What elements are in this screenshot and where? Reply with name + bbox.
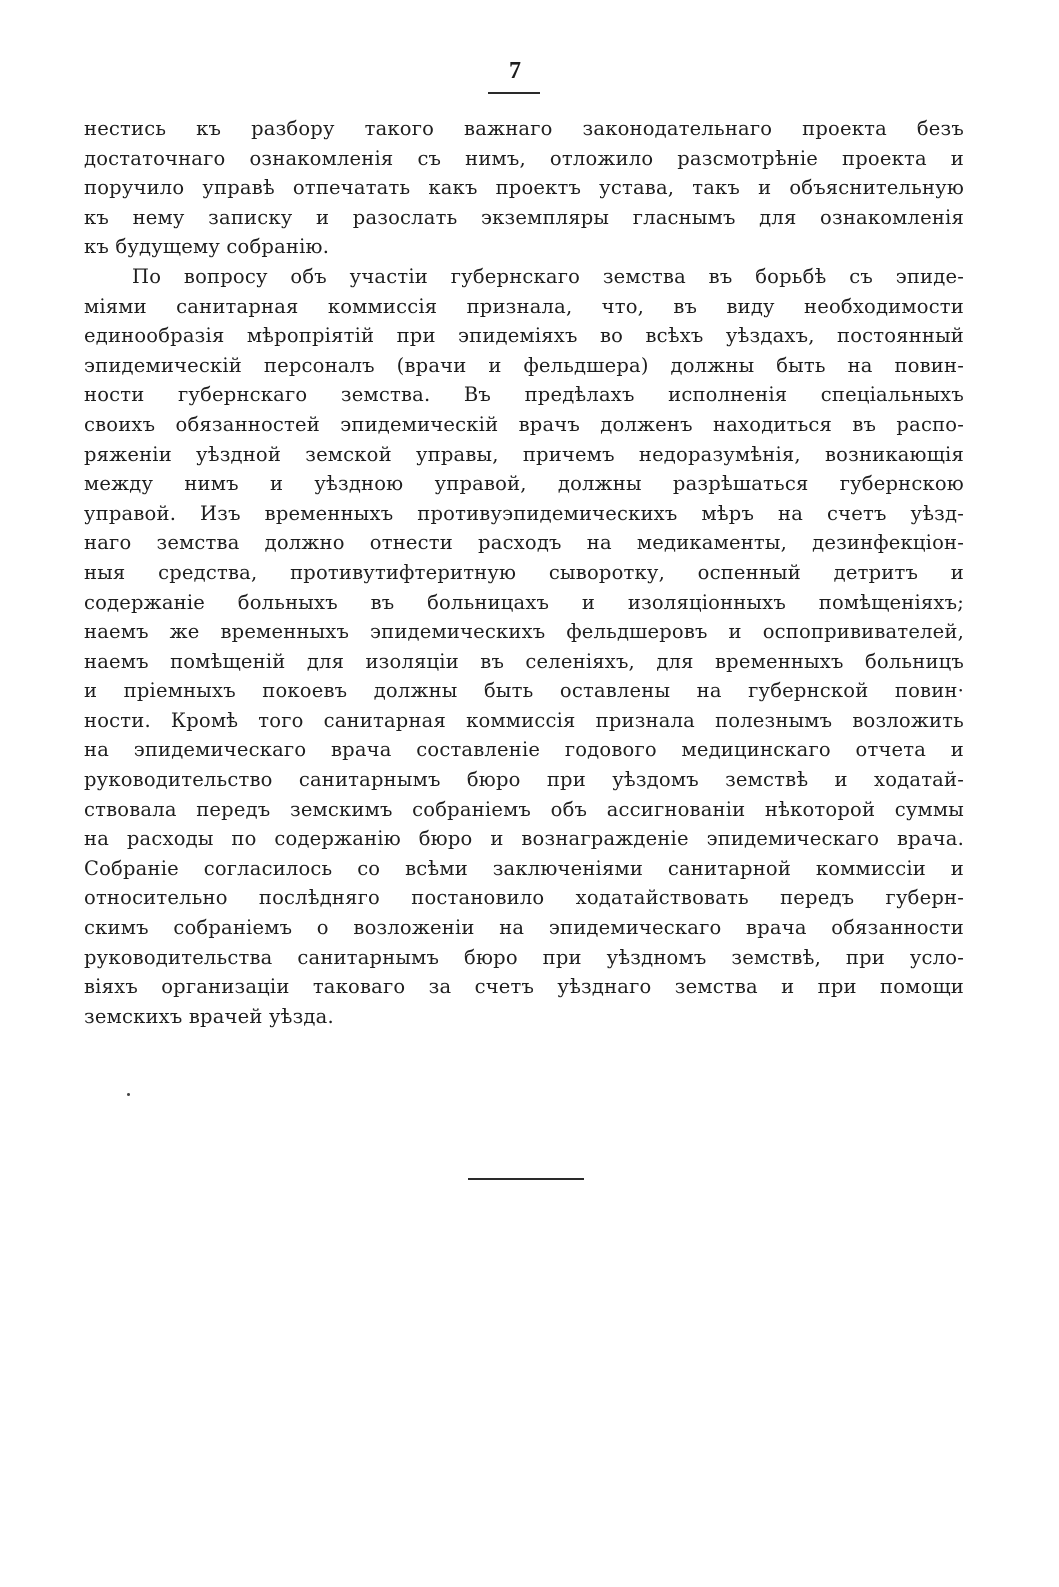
text-line: эпидемическій персоналъ (врачи и фельдшера) должны быть на повин- <box>84 353 964 377</box>
text-line: руководительства санитарнымъ бюро при уѣздномъ земствѣ, при усло- <box>84 945 964 969</box>
text-line: содержаніе больныхъ въ больницахъ и изоляціонныхъ помѣщеніяхъ; <box>84 590 964 614</box>
text-line: наемъ помѣщеній для изоляціи въ селеніяхъ, для временныхъ больницъ <box>84 649 964 673</box>
text-line: ности. Кромѣ того санитарная коммиссія признала полезнымъ возложить <box>84 708 964 732</box>
text-line: ныя средства, противутифтеритную сыворотку, оспенный детритъ и <box>84 560 964 584</box>
text-line: міями санитарная коммиссія признала, что, въ виду необходимости <box>84 294 964 318</box>
stray-ink-mark <box>127 1093 130 1096</box>
text-line: единообразія мѣропріятій при эпидеміяхъ во всѣхъ уѣздахъ, постоянный <box>84 324 964 348</box>
text-line: По вопросу объ участіи губернскаго земства въ борьбѣ съ эпиде- <box>132 264 964 288</box>
text-line: ствовала передъ земскимъ собраніемъ объ ассигнованіи нѣкоторой суммы <box>84 797 964 821</box>
text-line: относительно послѣдняго постановило ходатайствовать передъ губерн- <box>84 886 964 910</box>
body-text <box>84 114 964 1031</box>
text-line: нестись къ разбору такого важнаго законодательнаго проекта безъ <box>84 117 964 140</box>
end-rule <box>468 1178 584 1180</box>
text-line: наго земства должно отнести расходъ на медикаменты, дезинфекціон- <box>84 531 964 555</box>
text-line: віяхъ организаціи таковаго за счетъ уѣзднаго земства и при помощи <box>84 975 964 999</box>
text-line: Собраніе согласилось со всѣми заключеніями санитарной коммиссіи и <box>84 856 964 880</box>
text-line: скимъ собраніемъ о возложеніи на эпидемическаго врача обязанности <box>84 916 964 940</box>
page-number-rule <box>488 92 540 94</box>
text-line: ности губернскаго земства. Въ предѣлахъ исполненія спеціальныхъ <box>84 383 964 407</box>
text-line: на расходы по содержанію бюро и вознагражденіе эпидемическаго врача. <box>84 827 964 851</box>
text-line: между нимъ и уѣздною управой, должны разрѣшаться губернскою <box>84 472 964 496</box>
text-line: къ нему записку и разослать экземпляры гласнымъ для ознакомленія <box>84 205 964 229</box>
text-line: управой. Изъ временныхъ противуэпидемическихъ мѣръ на счетъ уѣзд- <box>84 501 964 525</box>
paragraph-2 <box>84 262 964 1031</box>
text-line: поручило управѣ отпечатать какъ проектъ устава, такъ и объяснительную <box>84 176 964 200</box>
page-number: 7 <box>509 58 521 84</box>
text-line: достаточнаго ознакомленія съ нимъ, отложило разсмотрѣніе проекта и <box>84 146 964 170</box>
text-line: своихъ обязанностей эпидемическій врачъ долженъ находиться въ распо- <box>84 412 964 436</box>
text-line: къ будущему собранію. <box>84 235 330 259</box>
paragraph-1 <box>84 114 964 262</box>
text-line: земскихъ врачей уѣзда. <box>84 1004 334 1028</box>
text-line: на эпидемическаго врача составленіе годового медицинскаго отчета и <box>84 738 964 762</box>
text-line: наемъ же временныхъ эпидемическихъ фельдшеровъ и оспопрививателей, <box>84 620 964 644</box>
text-line: и пріемныхъ покоевъ должны быть оставлены на губернской повин· <box>84 679 964 703</box>
text-line: ряженіи уѣздной земской управы, причемъ недоразумѣнія, возникающія <box>84 442 964 466</box>
text-line: руководительство санитарнымъ бюро при уѣздомъ земствѣ и ходатай- <box>84 768 964 792</box>
